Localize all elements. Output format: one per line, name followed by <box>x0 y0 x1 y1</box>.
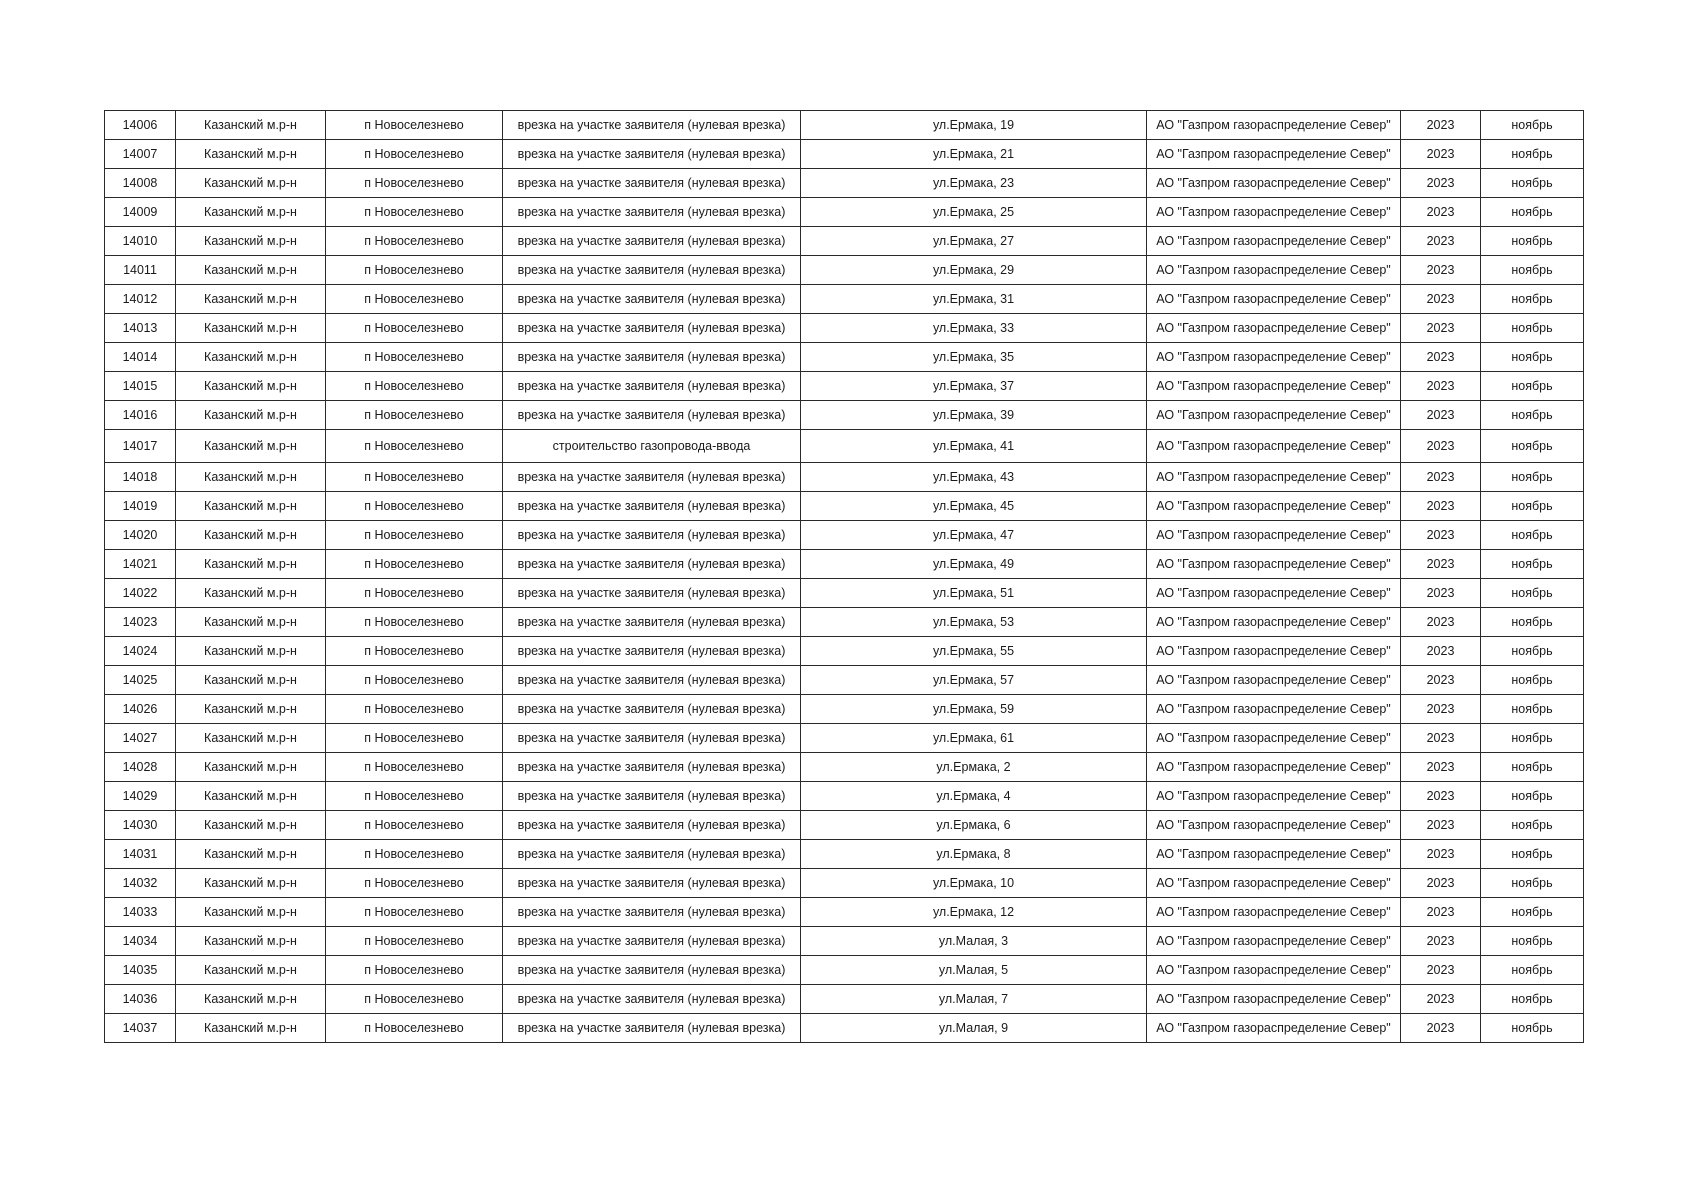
cell-work-type: врезка на участке заявителя (нулевая врезка) <box>503 927 801 956</box>
cell-address: ул.Малая, 3 <box>801 927 1147 956</box>
cell-district: Казанский м.р-н <box>176 898 326 927</box>
cell-record-number: 14037 <box>105 1014 176 1043</box>
cell-month: ноябрь <box>1481 666 1584 695</box>
cell-year: 2023 <box>1401 956 1481 985</box>
cell-address: ул.Ермака, 29 <box>801 256 1147 285</box>
cell-organization: АО "Газпром газораспределение Север" <box>1147 463 1401 492</box>
cell-month: ноябрь <box>1481 782 1584 811</box>
cell-record-number: 14019 <box>105 492 176 521</box>
cell-settlement: п Новоселезнево <box>326 666 503 695</box>
cell-district: Казанский м.р-н <box>176 782 326 811</box>
cell-organization: АО "Газпром газораспределение Север" <box>1147 140 1401 169</box>
table-row <box>105 985 1584 1014</box>
cell-month: ноябрь <box>1481 637 1584 666</box>
cell-address: ул.Ермака, 51 <box>801 579 1147 608</box>
cell-settlement: п Новоселезнево <box>326 314 503 343</box>
cell-settlement: п Новоселезнево <box>326 372 503 401</box>
cell-address: ул.Ермака, 55 <box>801 637 1147 666</box>
cell-settlement: п Новоселезнево <box>326 285 503 314</box>
cell-organization: АО "Газпром газораспределение Север" <box>1147 198 1401 227</box>
cell-settlement: п Новоселезнево <box>326 1014 503 1043</box>
cell-record-number: 14006 <box>105 111 176 140</box>
cell-address: ул.Ермака, 33 <box>801 314 1147 343</box>
cell-year: 2023 <box>1401 898 1481 927</box>
cell-record-number: 14031 <box>105 840 176 869</box>
cell-organization: АО "Газпром газораспределение Север" <box>1147 401 1401 430</box>
cell-work-type: врезка на участке заявителя (нулевая врезка) <box>503 140 801 169</box>
table-row <box>105 724 1584 753</box>
cell-settlement: п Новоселезнево <box>326 898 503 927</box>
cell-work-type: врезка на участке заявителя (нулевая врезка) <box>503 343 801 372</box>
document-table-wrapper <box>104 110 1583 1043</box>
cell-work-type: врезка на участке заявителя (нулевая врезка) <box>503 169 801 198</box>
cell-address: ул.Ермака, 41 <box>801 430 1147 463</box>
cell-month: ноябрь <box>1481 227 1584 256</box>
cell-address: ул.Ермака, 37 <box>801 372 1147 401</box>
cell-record-number: 14027 <box>105 724 176 753</box>
cell-work-type: врезка на участке заявителя (нулевая врезка) <box>503 579 801 608</box>
table-row <box>105 463 1584 492</box>
cell-settlement: п Новоселезнево <box>326 840 503 869</box>
table-row <box>105 198 1584 227</box>
cell-work-type: врезка на участке заявителя (нулевая врезка) <box>503 956 801 985</box>
cell-month: ноябрь <box>1481 840 1584 869</box>
cell-month: ноябрь <box>1481 956 1584 985</box>
table-row <box>105 782 1584 811</box>
cell-work-type: врезка на участке заявителя (нулевая врезка) <box>503 198 801 227</box>
cell-record-number: 14023 <box>105 608 176 637</box>
cell-district: Казанский м.р-н <box>176 608 326 637</box>
cell-year: 2023 <box>1401 608 1481 637</box>
table-row <box>105 637 1584 666</box>
cell-settlement: п Новоселезнево <box>326 753 503 782</box>
cell-address: ул.Ермака, 47 <box>801 521 1147 550</box>
cell-organization: АО "Газпром газораспределение Север" <box>1147 227 1401 256</box>
cell-district: Казанский м.р-н <box>176 956 326 985</box>
cell-month: ноябрь <box>1481 985 1584 1014</box>
cell-month: ноябрь <box>1481 492 1584 521</box>
cell-district: Казанский м.р-н <box>176 463 326 492</box>
cell-organization: АО "Газпром газораспределение Север" <box>1147 285 1401 314</box>
cell-address: ул.Ермака, 57 <box>801 666 1147 695</box>
gas-connection-table <box>104 110 1584 1043</box>
cell-month: ноябрь <box>1481 169 1584 198</box>
cell-address: ул.Ермака, 49 <box>801 550 1147 579</box>
table-row <box>105 753 1584 782</box>
cell-work-type: врезка на участке заявителя (нулевая врезка) <box>503 1014 801 1043</box>
cell-work-type: врезка на участке заявителя (нулевая врезка) <box>503 782 801 811</box>
cell-organization: АО "Газпром газораспределение Север" <box>1147 521 1401 550</box>
cell-organization: АО "Газпром газораспределение Север" <box>1147 637 1401 666</box>
cell-address: ул.Ермака, 21 <box>801 140 1147 169</box>
table-body <box>105 111 1584 1043</box>
cell-district: Казанский м.р-н <box>176 140 326 169</box>
table-row <box>105 430 1584 463</box>
cell-organization: АО "Газпром газораспределение Север" <box>1147 724 1401 753</box>
cell-work-type: врезка на участке заявителя (нулевая врезка) <box>503 753 801 782</box>
cell-work-type: врезка на участке заявителя (нулевая врезка) <box>503 724 801 753</box>
cell-year: 2023 <box>1401 285 1481 314</box>
table-row <box>105 285 1584 314</box>
cell-district: Казанский м.р-н <box>176 372 326 401</box>
cell-month: ноябрь <box>1481 550 1584 579</box>
cell-year: 2023 <box>1401 869 1481 898</box>
cell-record-number: 14030 <box>105 811 176 840</box>
cell-address: ул.Ермака, 43 <box>801 463 1147 492</box>
cell-year: 2023 <box>1401 927 1481 956</box>
cell-work-type: врезка на участке заявителя (нулевая врезка) <box>503 695 801 724</box>
cell-record-number: 14013 <box>105 314 176 343</box>
cell-month: ноябрь <box>1481 140 1584 169</box>
cell-organization: АО "Газпром газораспределение Север" <box>1147 343 1401 372</box>
cell-year: 2023 <box>1401 666 1481 695</box>
table-row <box>105 695 1584 724</box>
cell-settlement: п Новоселезнево <box>326 550 503 579</box>
table-row <box>105 927 1584 956</box>
cell-address: ул.Ермака, 2 <box>801 753 1147 782</box>
cell-district: Казанский м.р-н <box>176 227 326 256</box>
table-row <box>105 579 1584 608</box>
cell-year: 2023 <box>1401 695 1481 724</box>
cell-work-type: врезка на участке заявителя (нулевая врезка) <box>503 666 801 695</box>
cell-month: ноябрь <box>1481 898 1584 927</box>
cell-work-type: врезка на участке заявителя (нулевая врезка) <box>503 314 801 343</box>
cell-district: Казанский м.р-н <box>176 343 326 372</box>
table-row <box>105 111 1584 140</box>
table-row <box>105 898 1584 927</box>
table-row <box>105 840 1584 869</box>
cell-organization: АО "Газпром газораспределение Север" <box>1147 811 1401 840</box>
table-row <box>105 169 1584 198</box>
cell-work-type: врезка на участке заявителя (нулевая врезка) <box>503 637 801 666</box>
cell-work-type: врезка на участке заявителя (нулевая врезка) <box>503 811 801 840</box>
cell-year: 2023 <box>1401 579 1481 608</box>
cell-address: ул.Малая, 7 <box>801 985 1147 1014</box>
cell-organization: АО "Газпром газораспределение Север" <box>1147 869 1401 898</box>
cell-record-number: 14014 <box>105 343 176 372</box>
cell-organization: АО "Газпром газораспределение Север" <box>1147 985 1401 1014</box>
cell-address: ул.Ермака, 31 <box>801 285 1147 314</box>
cell-organization: АО "Газпром газораспределение Север" <box>1147 695 1401 724</box>
cell-organization: АО "Газпром газораспределение Север" <box>1147 782 1401 811</box>
cell-organization: АО "Газпром газораспределение Север" <box>1147 840 1401 869</box>
cell-district: Казанский м.р-н <box>176 869 326 898</box>
cell-settlement: п Новоселезнево <box>326 579 503 608</box>
cell-year: 2023 <box>1401 492 1481 521</box>
table-row <box>105 1014 1584 1043</box>
cell-record-number: 14033 <box>105 898 176 927</box>
table-row <box>105 956 1584 985</box>
cell-month: ноябрь <box>1481 753 1584 782</box>
cell-address: ул.Ермака, 19 <box>801 111 1147 140</box>
cell-district: Казанский м.р-н <box>176 169 326 198</box>
table-row <box>105 492 1584 521</box>
cell-year: 2023 <box>1401 521 1481 550</box>
cell-record-number: 14036 <box>105 985 176 1014</box>
cell-month: ноябрь <box>1481 927 1584 956</box>
cell-work-type: врезка на участке заявителя (нулевая врезка) <box>503 285 801 314</box>
cell-month: ноябрь <box>1481 1014 1584 1043</box>
cell-year: 2023 <box>1401 111 1481 140</box>
cell-address: ул.Малая, 5 <box>801 956 1147 985</box>
cell-address: ул.Ермака, 25 <box>801 198 1147 227</box>
cell-address: ул.Ермака, 61 <box>801 724 1147 753</box>
cell-district: Казанский м.р-н <box>176 724 326 753</box>
cell-work-type: врезка на участке заявителя (нулевая врезка) <box>503 492 801 521</box>
cell-district: Казанский м.р-н <box>176 256 326 285</box>
cell-organization: АО "Газпром газораспределение Север" <box>1147 753 1401 782</box>
cell-district: Казанский м.р-н <box>176 840 326 869</box>
cell-record-number: 14016 <box>105 401 176 430</box>
cell-month: ноябрь <box>1481 401 1584 430</box>
cell-settlement: п Новоселезнево <box>326 463 503 492</box>
cell-work-type: врезка на участке заявителя (нулевая врезка) <box>503 401 801 430</box>
cell-month: ноябрь <box>1481 869 1584 898</box>
cell-district: Казанский м.р-н <box>176 111 326 140</box>
cell-year: 2023 <box>1401 811 1481 840</box>
table-row <box>105 314 1584 343</box>
cell-organization: АО "Газпром газораспределение Север" <box>1147 956 1401 985</box>
cell-settlement: п Новоселезнево <box>326 927 503 956</box>
cell-settlement: п Новоселезнево <box>326 956 503 985</box>
cell-year: 2023 <box>1401 550 1481 579</box>
cell-month: ноябрь <box>1481 314 1584 343</box>
cell-year: 2023 <box>1401 343 1481 372</box>
cell-settlement: п Новоселезнево <box>326 492 503 521</box>
cell-district: Казанский м.р-н <box>176 521 326 550</box>
cell-organization: АО "Газпром газораспределение Север" <box>1147 314 1401 343</box>
cell-organization: АО "Газпром газораспределение Север" <box>1147 927 1401 956</box>
cell-settlement: п Новоселезнево <box>326 198 503 227</box>
cell-address: ул.Ермака, 4 <box>801 782 1147 811</box>
cell-address: ул.Ермака, 23 <box>801 169 1147 198</box>
cell-record-number: 14008 <box>105 169 176 198</box>
cell-district: Казанский м.р-н <box>176 550 326 579</box>
cell-year: 2023 <box>1401 169 1481 198</box>
cell-month: ноябрь <box>1481 521 1584 550</box>
cell-record-number: 14021 <box>105 550 176 579</box>
cell-year: 2023 <box>1401 724 1481 753</box>
cell-month: ноябрь <box>1481 285 1584 314</box>
cell-district: Казанский м.р-н <box>176 492 326 521</box>
table-row <box>105 666 1584 695</box>
cell-settlement: п Новоселезнево <box>326 430 503 463</box>
cell-settlement: п Новоселезнево <box>326 401 503 430</box>
cell-year: 2023 <box>1401 372 1481 401</box>
cell-organization: АО "Газпром газораспределение Север" <box>1147 430 1401 463</box>
cell-address: ул.Ермака, 39 <box>801 401 1147 430</box>
cell-year: 2023 <box>1401 430 1481 463</box>
cell-district: Казанский м.р-н <box>176 430 326 463</box>
cell-work-type: врезка на участке заявителя (нулевая врезка) <box>503 550 801 579</box>
cell-year: 2023 <box>1401 401 1481 430</box>
cell-record-number: 14029 <box>105 782 176 811</box>
cell-settlement: п Новоселезнево <box>326 869 503 898</box>
cell-record-number: 14010 <box>105 227 176 256</box>
cell-record-number: 14026 <box>105 695 176 724</box>
table-row <box>105 140 1584 169</box>
cell-month: ноябрь <box>1481 111 1584 140</box>
cell-month: ноябрь <box>1481 198 1584 227</box>
cell-year: 2023 <box>1401 1014 1481 1043</box>
cell-organization: АО "Газпром газораспределение Север" <box>1147 492 1401 521</box>
cell-year: 2023 <box>1401 256 1481 285</box>
table-row <box>105 550 1584 579</box>
cell-settlement: п Новоселезнево <box>326 811 503 840</box>
cell-address: ул.Ермака, 35 <box>801 343 1147 372</box>
cell-settlement: п Новоселезнево <box>326 227 503 256</box>
cell-settlement: п Новоселезнево <box>326 256 503 285</box>
cell-record-number: 14025 <box>105 666 176 695</box>
cell-year: 2023 <box>1401 227 1481 256</box>
cell-district: Казанский м.р-н <box>176 285 326 314</box>
cell-year: 2023 <box>1401 782 1481 811</box>
cell-address: ул.Ермака, 53 <box>801 608 1147 637</box>
cell-settlement: п Новоселезнево <box>326 169 503 198</box>
cell-settlement: п Новоселезнево <box>326 985 503 1014</box>
cell-organization: АО "Газпром газораспределение Север" <box>1147 579 1401 608</box>
cell-month: ноябрь <box>1481 608 1584 637</box>
table-row <box>105 227 1584 256</box>
cell-district: Казанский м.р-н <box>176 579 326 608</box>
cell-settlement: п Новоселезнево <box>326 782 503 811</box>
cell-district: Казанский м.р-н <box>176 927 326 956</box>
cell-work-type: врезка на участке заявителя (нулевая врезка) <box>503 256 801 285</box>
cell-organization: АО "Газпром газораспределение Север" <box>1147 666 1401 695</box>
cell-year: 2023 <box>1401 198 1481 227</box>
cell-record-number: 14015 <box>105 372 176 401</box>
cell-district: Казанский м.р-н <box>176 985 326 1014</box>
cell-settlement: п Новоселезнево <box>326 343 503 372</box>
cell-year: 2023 <box>1401 637 1481 666</box>
cell-work-type: врезка на участке заявителя (нулевая врезка) <box>503 521 801 550</box>
cell-record-number: 14024 <box>105 637 176 666</box>
cell-address: ул.Ермака, 8 <box>801 840 1147 869</box>
cell-work-type: врезка на участке заявителя (нулевая врезка) <box>503 869 801 898</box>
cell-work-type: строительство газопровода-ввода <box>503 430 801 463</box>
cell-organization: АО "Газпром газораспределение Север" <box>1147 898 1401 927</box>
cell-record-number: 14017 <box>105 430 176 463</box>
cell-district: Казанский м.р-н <box>176 198 326 227</box>
cell-record-number: 14009 <box>105 198 176 227</box>
table-row <box>105 372 1584 401</box>
cell-district: Казанский м.р-н <box>176 1014 326 1043</box>
cell-organization: АО "Газпром газораспределение Север" <box>1147 256 1401 285</box>
cell-organization: АО "Газпром газораспределение Север" <box>1147 608 1401 637</box>
cell-settlement: п Новоселезнево <box>326 695 503 724</box>
cell-record-number: 14011 <box>105 256 176 285</box>
cell-record-number: 14012 <box>105 285 176 314</box>
cell-record-number: 14018 <box>105 463 176 492</box>
cell-month: ноябрь <box>1481 430 1584 463</box>
cell-work-type: врезка на участке заявителя (нулевая врезка) <box>503 840 801 869</box>
cell-district: Казанский м.р-н <box>176 314 326 343</box>
cell-address: ул.Ермака, 27 <box>801 227 1147 256</box>
cell-work-type: врезка на участке заявителя (нулевая врезка) <box>503 985 801 1014</box>
cell-work-type: врезка на участке заявителя (нулевая врезка) <box>503 227 801 256</box>
cell-work-type: врезка на участке заявителя (нулевая врезка) <box>503 463 801 492</box>
cell-district: Казанский м.р-н <box>176 666 326 695</box>
cell-organization: АО "Газпром газораспределение Север" <box>1147 550 1401 579</box>
cell-organization: АО "Газпром газораспределение Север" <box>1147 111 1401 140</box>
cell-organization: АО "Газпром газораспределение Север" <box>1147 1014 1401 1043</box>
cell-year: 2023 <box>1401 753 1481 782</box>
cell-organization: АО "Газпром газораспределение Север" <box>1147 169 1401 198</box>
cell-district: Казанский м.р-н <box>176 401 326 430</box>
cell-district: Казанский м.р-н <box>176 637 326 666</box>
cell-month: ноябрь <box>1481 724 1584 753</box>
cell-work-type: врезка на участке заявителя (нулевая врезка) <box>503 372 801 401</box>
table-row <box>105 256 1584 285</box>
cell-year: 2023 <box>1401 314 1481 343</box>
cell-work-type: врезка на участке заявителя (нулевая врезка) <box>503 608 801 637</box>
cell-month: ноябрь <box>1481 343 1584 372</box>
cell-year: 2023 <box>1401 463 1481 492</box>
table-row <box>105 521 1584 550</box>
cell-address: ул.Малая, 9 <box>801 1014 1147 1043</box>
cell-settlement: п Новоселезнево <box>326 724 503 753</box>
cell-record-number: 14022 <box>105 579 176 608</box>
cell-district: Казанский м.р-н <box>176 695 326 724</box>
cell-organization: АО "Газпром газораспределение Север" <box>1147 372 1401 401</box>
cell-month: ноябрь <box>1481 579 1584 608</box>
cell-month: ноябрь <box>1481 811 1584 840</box>
cell-year: 2023 <box>1401 985 1481 1014</box>
cell-record-number: 14034 <box>105 927 176 956</box>
cell-address: ул.Ермака, 59 <box>801 695 1147 724</box>
cell-record-number: 14007 <box>105 140 176 169</box>
cell-month: ноябрь <box>1481 372 1584 401</box>
cell-settlement: п Новоселезнево <box>326 637 503 666</box>
cell-year: 2023 <box>1401 840 1481 869</box>
cell-record-number: 14028 <box>105 753 176 782</box>
cell-settlement: п Новоселезнево <box>326 521 503 550</box>
cell-month: ноябрь <box>1481 695 1584 724</box>
cell-record-number: 14035 <box>105 956 176 985</box>
table-row <box>105 869 1584 898</box>
table-row <box>105 401 1584 430</box>
table-row <box>105 608 1584 637</box>
cell-address: ул.Ермака, 10 <box>801 869 1147 898</box>
cell-month: ноябрь <box>1481 256 1584 285</box>
cell-work-type: врезка на участке заявителя (нулевая врезка) <box>503 111 801 140</box>
table-row <box>105 811 1584 840</box>
cell-work-type: врезка на участке заявителя (нулевая врезка) <box>503 898 801 927</box>
cell-address: ул.Ермака, 6 <box>801 811 1147 840</box>
cell-settlement: п Новоселезнево <box>326 608 503 637</box>
table-row <box>105 343 1584 372</box>
cell-settlement: п Новоселезнево <box>326 111 503 140</box>
cell-address: ул.Ермака, 45 <box>801 492 1147 521</box>
cell-address: ул.Ермака, 12 <box>801 898 1147 927</box>
cell-year: 2023 <box>1401 140 1481 169</box>
cell-district: Казанский м.р-н <box>176 811 326 840</box>
cell-record-number: 14032 <box>105 869 176 898</box>
cell-month: ноябрь <box>1481 463 1584 492</box>
cell-settlement: п Новоселезнево <box>326 140 503 169</box>
cell-district: Казанский м.р-н <box>176 753 326 782</box>
cell-record-number: 14020 <box>105 521 176 550</box>
